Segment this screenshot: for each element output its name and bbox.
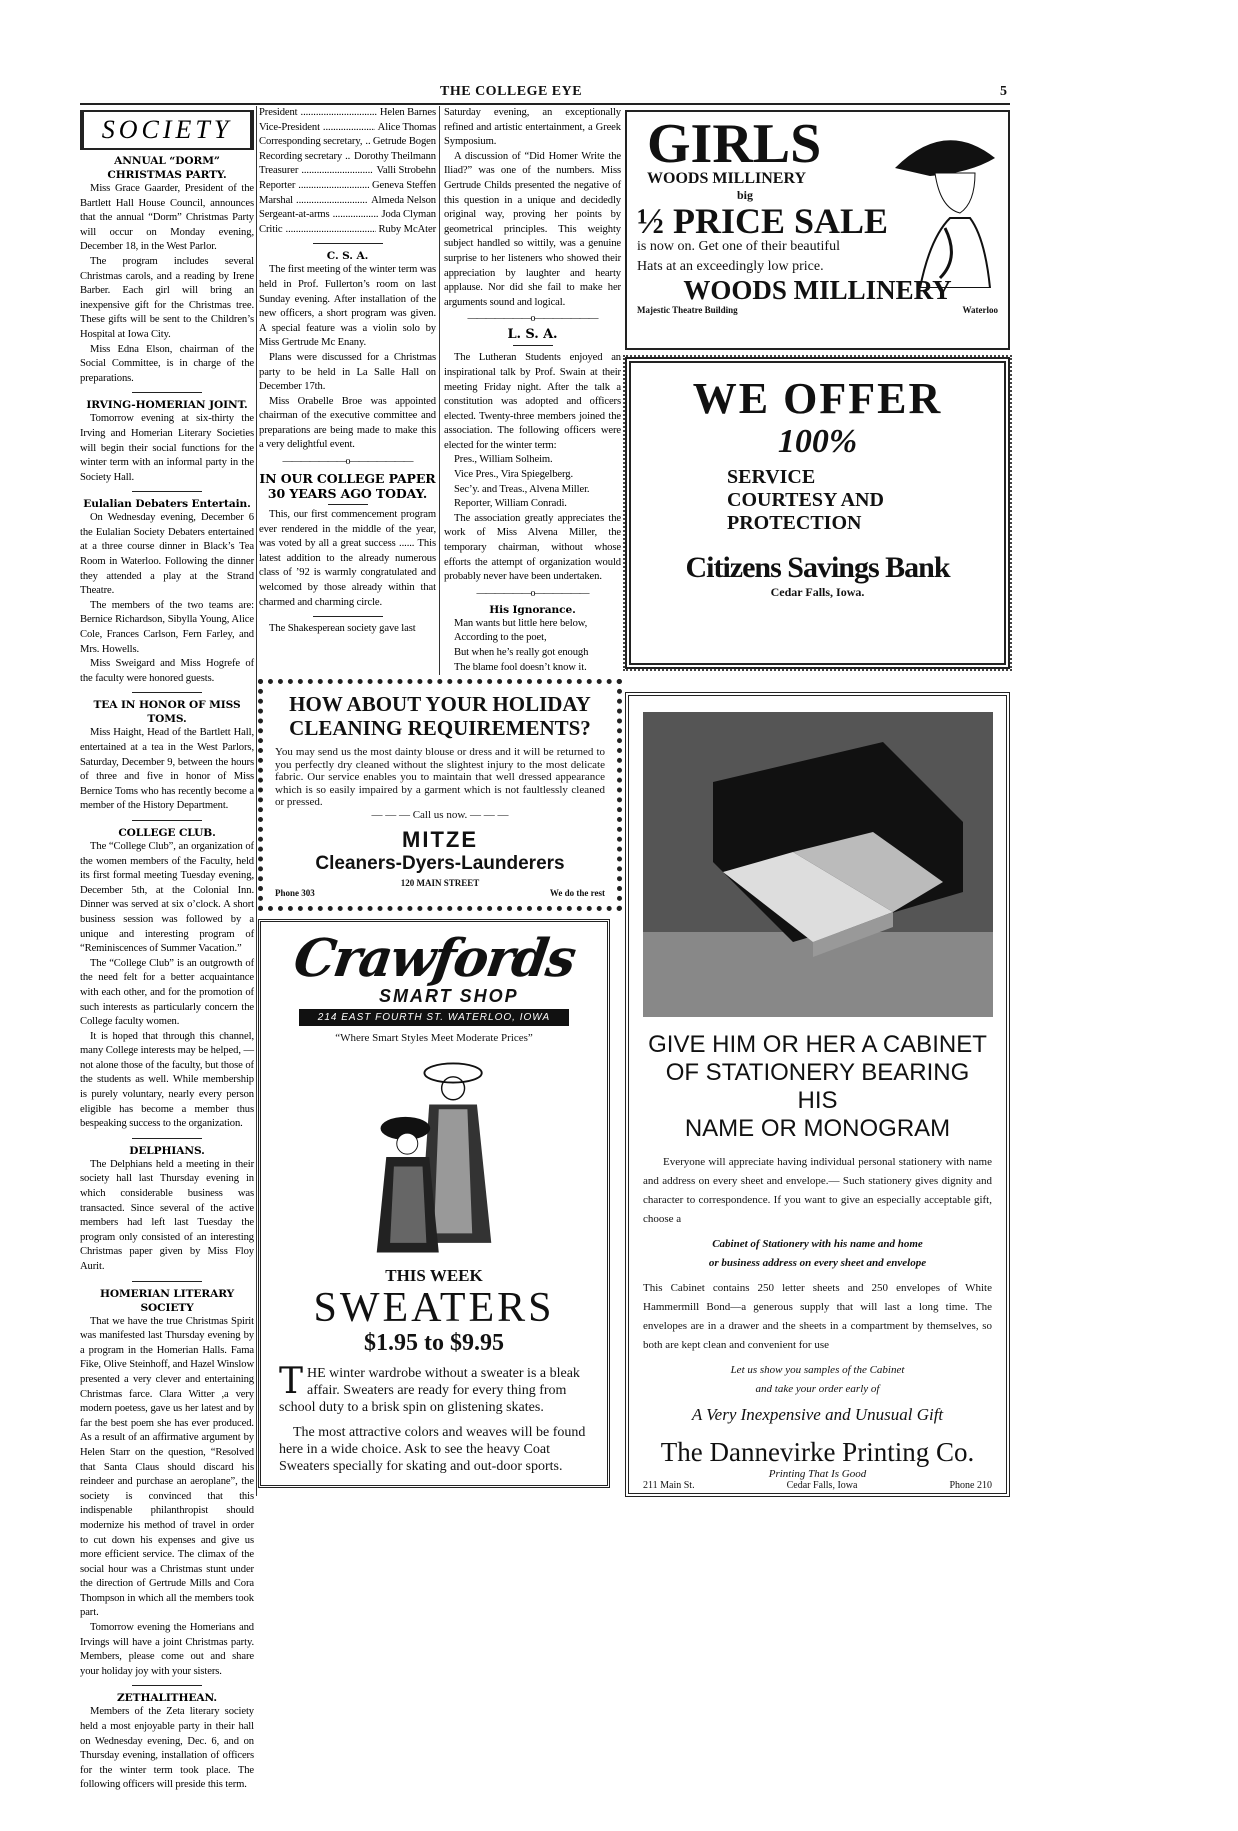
ad-paragraph: Everyone will appreciate having individual personal stationery with name and address on every sheet and envelope.— Such stationery gives dignity and character to correspondence. If you want to give an especially acceptable gift, choose a xyxy=(643,1156,992,1225)
ad-line: PROTECTION xyxy=(727,512,862,534)
ad-percent: 100% xyxy=(777,423,858,460)
paragraph: The first meeting of the winter term was held in Prof. Fullerton’s room on last Sunday evening. After installation of the new officers, a short program was given. A special feature was a violin solo by Miss Gertrude Mc Enany. xyxy=(259,264,436,349)
headline: L. S. A. xyxy=(507,327,558,343)
officer-role: Recording secretary xyxy=(259,150,343,162)
divider: ——————o—————— xyxy=(476,587,589,599)
headline: TEA IN HONOR OF MISS TOMS. xyxy=(93,699,241,726)
dot-leader xyxy=(301,164,373,179)
store-city: Waterloo xyxy=(962,305,998,315)
ad-headline: HOW ABOUT YOUR HOLIDAY xyxy=(289,692,591,717)
divider xyxy=(132,491,202,492)
divider xyxy=(328,504,368,505)
paragraph: On Wednesday evening, December 6 the Eulalian Society Debaters entertained at a three course dinner in Black’s Tea Room in Waterloo. Following the dinner they attended a play at the Strand Theatre. xyxy=(80,512,254,597)
ad-line: COURTESY AND xyxy=(727,489,884,511)
dot-leader xyxy=(365,135,369,150)
officer-line: Pres., William Solheim. xyxy=(454,454,553,466)
ad-headline: OF STATIONERY BEARING HIS xyxy=(665,1059,970,1114)
divider xyxy=(132,820,202,821)
paragraph: A discussion of “Did Homer Write the Iliad?” was one of the numbers. Miss Gertrude Childs presented the negative of this question in a unique and decidedly original way, proving her points by geometrical principles. This weighty subject handled so wittily, was a genuine surprise to her listeners who showed their appreciation by laughter and hearty applause. Nor did she fail to make her arguments sound and logical. xyxy=(444,150,621,308)
headline: COLLEGE CLUB. xyxy=(118,826,216,839)
header-rule xyxy=(80,103,1010,105)
ad-headline: NAME OR MONOGRAM xyxy=(684,1115,951,1142)
ad-gift: A Very Inexpensive and Unusual Gift xyxy=(691,1405,944,1424)
officer-row xyxy=(259,194,436,209)
divider xyxy=(132,1138,202,1139)
ad-slogan: We do the rest xyxy=(549,887,605,898)
officer-name: Joda Clyman xyxy=(381,209,436,221)
officer-line: Reporter, William Conradi. xyxy=(454,498,567,510)
ad-headline: WE OFFER xyxy=(692,374,943,423)
ad-headline: CLEANING REQUIREMENTS? xyxy=(289,716,591,741)
paragraph: The Shakesperean society gave last xyxy=(269,623,416,635)
poem-line: The blame fool doesn’t know it. xyxy=(454,661,587,673)
paragraph: Miss Orabelle Broe was appointed chairman of the executive committee and preparations are being made to make this a very delightful event. xyxy=(259,395,436,451)
crawford-shop: SMART SHOP xyxy=(379,985,519,1006)
ad-brand: MITZE xyxy=(402,826,478,852)
officer-row xyxy=(259,150,436,165)
officer-row xyxy=(259,164,436,179)
sale-text: Get one of their beautiful xyxy=(698,239,840,254)
officer-role: Corresponding secretary, xyxy=(259,136,363,148)
paragraph: This, our first commencement program ever rendered in the middle of the year, was voted by all a great success ...... This latest addition to the already numerous class of ’92 is warmly congratulated and welcomed by those already within that charmed and charming circle. xyxy=(259,509,436,608)
paragraph: Tomorrow evening the Homerians and Irvings will have a joint Christmas party. Members, please come out and share your holiday joy with your sisters. xyxy=(80,1622,254,1677)
paragraph: That we have the true Christmas Spirit was manifested last Thursday evening by a program in the Homerian Halls. Fama Fike, Olive Steinhoff, and Hazel Winslow presented a very clever and entertaining Christmas farce. Clara Witter ,a very modern poetess, gave us her latest and by far the best poem she has ever produced. As a result of an affirmative argument by Helen Starr on the question, “Resolved that Santa Claus should discard his reindeer and purchase an aeroplane”, the society is convinced that this indispenable philanthropist should modernize his method of travel in order to cut down his expenses and give us more efficient service. The climax of the social hour was a Christmas stunt under the direction of Gertrude Mills and Cora Thompson in which all the members took part. xyxy=(80,1315,254,1619)
headline: ZETHALITHEAN. xyxy=(117,1692,217,1705)
paragraph: The program includes several Christmas carols, and a reading by Irene Barber. Each girl will bring an inexpensive gift for the Christmas tree. These gifts will be sent to the Children’s Hospital at Iowa City. xyxy=(80,255,254,340)
divider: ———————o——————— xyxy=(282,456,413,468)
poem-title: His Ignorance. xyxy=(489,603,576,616)
paragraph: The Delphians held a meeting in their society hall last Thursday evening in which considerable business was transacted. Since several of the active members had left last Tuesday the program only consisted of an interesting Christmas paper given by Miss Floy Aurit. xyxy=(80,1158,254,1272)
officer-row xyxy=(259,223,436,238)
divider xyxy=(513,345,553,346)
officer-name: Valli Strobehn xyxy=(376,165,436,177)
officer-name: Dorothy Theilmann xyxy=(354,150,436,162)
ad-address: 120 MAIN STREET xyxy=(400,877,480,888)
woman-with-hat-illustration xyxy=(890,128,1000,288)
paragraph: The association greatly appreciates the work of Miss Alvena Miller, the temporary chairman, without whose efforts the attempt of organization would probably never have been undertaken. xyxy=(444,512,621,583)
big-label: big xyxy=(737,188,754,202)
dot-leader xyxy=(323,121,375,136)
officer-role: Vice-President xyxy=(259,121,320,133)
paragraph: Tomorrow evening at six-thirty the Irving and Homerian Literary Societies will begin their social functions for the winter term with an informal party in the Society Hall. xyxy=(80,413,254,483)
divider xyxy=(132,392,202,393)
company-phone: Phone 210 xyxy=(949,1480,992,1491)
officer-role: Sergeant-at-arms xyxy=(259,209,330,221)
officer-line: Vice Pres., Vira Spiegelberg. xyxy=(454,469,573,481)
column-1 xyxy=(80,110,254,1793)
crawford-tagline: “Where Smart Styles Meet Moderate Prices” xyxy=(335,1031,533,1044)
officer-row xyxy=(259,106,436,121)
crawford-paragraph: The most attractive colors and weaves will be found here in a wide choice. Ask to see the heavy Coat Sweaters specially for skating and out-door sports. xyxy=(279,1424,586,1474)
headline: ANNUAL “DORM” CHRISTMAS PARTY. xyxy=(107,155,227,181)
citizens-bank-ad xyxy=(625,357,1010,669)
ad-headline: GIVE HIM OR HER A CABINET xyxy=(648,1031,987,1058)
sale-text: is now on. xyxy=(637,239,695,254)
page-number: 5 xyxy=(1000,84,1007,99)
column-2 xyxy=(258,106,439,637)
officer-line: Sec’y. and Treas., Alvena Miller. xyxy=(454,483,590,495)
paragraph: The “College Club”, an organization of the women members of the Faculty, held its first formal meeting Tuesday evening, December 5th, at the Colonial Inn. Dinner was served at six o’clock. A short business session was followed by a unique and interesting program of “Reminiscences of Summer Vacation.” xyxy=(80,840,254,955)
paragraph: Miss Edna Elson, chairman of the Social Committee, is in charge of the preparations. xyxy=(80,343,254,384)
drop-cap: T xyxy=(279,1360,304,1402)
officer-role: Critic xyxy=(259,223,283,235)
company-city: Cedar Falls, Iowa xyxy=(786,1480,858,1491)
officer-name: Almeda Nelson xyxy=(371,194,436,206)
paragraph: Miss Grace Gaarder, President of the Bartlett Hall House Council, announces that the annual “Dorm” Christmas Party will occur on Monday evening, December 18, in the West Parlor. xyxy=(80,183,254,253)
officer-row xyxy=(259,179,436,194)
paragraph: The “College Club” is an outgrowth of the need felt for a better acquaintance with each other, and for the promotion of such interests as particularly concern the College faculty women. xyxy=(80,957,254,1028)
poem-line: Man wants but little here below, xyxy=(454,617,588,629)
store-name: WOODS MILLINERY xyxy=(647,170,807,187)
divider xyxy=(132,692,202,693)
store-location: Majestic Theatre Building xyxy=(637,305,738,315)
headline: HOMERIAN LITERARY SOCIETY xyxy=(99,1287,235,1314)
divider xyxy=(132,1281,202,1282)
paragraph: The Lutheran Students enjoyed an inspirational talk by Prof. Swain at their meeting Friday night. After the talk a constitution was adopted and officers elected. Twenty-three members joined the association. The following officers were elected for the winter term: xyxy=(444,352,621,451)
headline: Eulalian Debaters Entertain. xyxy=(83,498,251,511)
woods-millinery-ad xyxy=(625,110,1010,350)
divider xyxy=(313,616,383,617)
dot-leader xyxy=(286,223,376,238)
crawford-week: THIS WEEK xyxy=(385,1265,483,1285)
dot-leader xyxy=(298,179,369,194)
ad-phone: Phone 303 xyxy=(275,887,315,898)
bank-name: Citizens Savings Bank xyxy=(685,551,950,584)
divider xyxy=(313,243,383,244)
ad-body: You may send us the most dainty blouse or dress and it will be returned to you perfectly dry cleaned without the slightest injury to the most delicate fabric. Our service enables you to maintain that well dressed appearance which is so easily impaired by a garment which is not faultlessly cleaned or pressed. xyxy=(275,746,605,809)
divider xyxy=(132,1685,202,1686)
section-title: SOCIETY xyxy=(80,110,254,150)
paragraph: It is hoped that through this channel, many College interests may be helped, —not alone those of the faculty, but those of the students as well. While membership is purely voluntary, nearly every person eligible has become a member thus bespeaking success to the organization. xyxy=(80,1030,254,1130)
stationery-cabinet-photo xyxy=(643,712,993,1017)
dannevirke-ad xyxy=(625,692,1010,1497)
dot-leader xyxy=(301,106,377,121)
column-rule xyxy=(256,106,257,1496)
officer-role: President xyxy=(259,107,298,118)
dot-leader xyxy=(296,194,368,209)
officer-row xyxy=(259,135,436,150)
officer-name: Helen Barnes xyxy=(379,107,436,118)
ad-italic: or business address on every sheet and envelope xyxy=(708,1257,927,1269)
poem-line: But when he’s really got enough xyxy=(454,647,589,658)
dot-leader xyxy=(345,150,351,165)
crawford-paragraph: HE winter wardrobe without a sweater is a bleak affair. Sweaters are ready for every thing from school duty to a brisk spin on glistening skates. xyxy=(279,1365,580,1415)
store-name-footer: WOODS MILLINERY xyxy=(683,275,952,305)
officer-name: Getrude Bogen xyxy=(372,136,436,148)
ad-call: — — — Call us now. — — — xyxy=(371,808,509,821)
ad-italic: Cabinet of Stationery with his name and home xyxy=(712,1238,923,1250)
ad-italic: Let us show you samples of the Cabinet xyxy=(730,1364,905,1376)
paragraph: Plans were discussed for a Christmas party to be held in La Salle Hall on December 17th. xyxy=(259,351,436,393)
crawford-ad xyxy=(258,919,610,1488)
officer-role: Marshal xyxy=(259,194,294,206)
company-name: The Dannevirke Printing Co. xyxy=(660,1437,975,1467)
poem-line: According to the poet, xyxy=(454,632,547,644)
headline: C. S. A. xyxy=(326,250,369,263)
crawford-address: 214 EAST FOURTH ST. WATERLOO, IOWA xyxy=(299,1009,569,1026)
masthead: THE COLLEGE EYE xyxy=(440,84,583,99)
ad-line: SERVICE xyxy=(727,466,816,488)
paragraph: The members of the two teams are: Bernice Richardson, Sibylla Young, Alice Cole, Frances Carlson, Fern Farley, and Mrs. Howells. xyxy=(80,599,254,655)
crawford-item: SWEATERS xyxy=(313,1284,555,1331)
paragraph: Miss Sweigard and Miss Hogrefe of the faculty were honored guests. xyxy=(80,658,254,684)
crawford-logo: Crawfords xyxy=(290,927,579,989)
headline: IRVING-HOMERIAN JOINT. xyxy=(86,399,248,412)
ad-trade: Cleaners-Dyers-Launderers xyxy=(315,852,565,874)
paragraph: Miss Haight, Head of the Bartlett Hall, entertained at a tea in the West Parlors, Saturday, December 9, between the hours of three and five in honor of Miss Bernice Toms who has recently become a member of the History Department. xyxy=(80,727,254,812)
ad-paragraph: This Cabinet contains 250 letter sheets and 250 envelopes of White Hammermill Bond—a generous supply that will last a long time. The envelopes are in a drawer and the sheets in a compartment by themselves, so both are kept clean and convenient for use xyxy=(643,1282,992,1351)
officer-row xyxy=(259,121,436,136)
ad-italic: and take your order early of xyxy=(755,1383,880,1395)
sale-text: Hats at an exceedingly low price. xyxy=(637,259,824,274)
fashion-illustration xyxy=(344,1052,524,1262)
officer-list xyxy=(259,106,436,237)
dot-leader xyxy=(333,208,379,223)
mitze-ad xyxy=(258,679,622,911)
ad-headline: GIRLS xyxy=(647,113,822,175)
officer-row xyxy=(259,208,436,223)
officer-name: Alice Thomas xyxy=(377,121,436,133)
officer-role: Reporter xyxy=(259,179,296,191)
bank-city: Cedar Falls, Iowa. xyxy=(770,585,865,599)
officer-role: Treasurer xyxy=(259,165,299,177)
headline: IN OUR COLLEGE PAPER 30 YEARS AGO TODAY. xyxy=(259,471,436,502)
company-address: 211 Main St. xyxy=(643,1480,695,1491)
officer-name: Geneva Steffen xyxy=(372,179,436,191)
column-3 xyxy=(439,106,622,675)
company-motto: Printing That Is Good xyxy=(768,1468,867,1480)
officer-name: Ruby McAter xyxy=(378,223,436,235)
sale-label: ½ PRICE SALE xyxy=(637,201,889,241)
divider: ———————o——————— xyxy=(467,313,598,325)
paragraph: Saturday evening, an exceptionally refined and artistic entertainment, a Greek Symposium. xyxy=(444,107,621,148)
headline: DELPHIANS. xyxy=(129,1144,205,1157)
middle-section xyxy=(258,106,622,1488)
paragraph: Members of the Zeta literary society held a most enjoyable party in their hall on Wednesday evening, Dec. 6, and on Thursday evening, installation of officers for the winter term took place. The following officers will preside this term. xyxy=(80,1706,254,1791)
crawford-price: $1.95 to $9.95 xyxy=(364,1329,504,1356)
